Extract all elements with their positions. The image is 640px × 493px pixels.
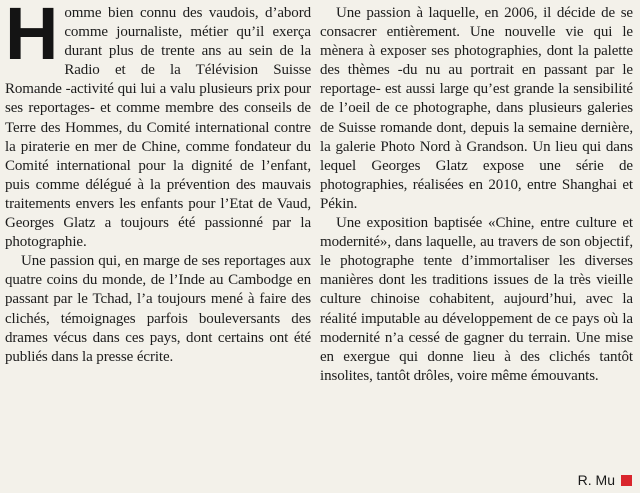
paragraph-1 (5, 0, 311, 252)
left-column (5, 0, 311, 367)
end-square-icon (621, 475, 632, 486)
author-name: R. Mu (577, 472, 615, 488)
right-column (320, 4, 633, 386)
author-signature (578, 472, 632, 488)
drop-cap: H (5, 0, 59, 75)
paragraph-1-text: omme bien connu des vaudois, d’abord comme journaliste, métier qu’il exerça durant plus de trente ans au sein de la Radio et de la Télévision Suisse Romande -activité qui lui a valu plusieurs prix pour ses reportages- et comme membre des conseils de Terre des Hommes, du Comité international contre la piraterie en mer de Chine, comme fondateur du Comité international pour la dignité de l’enfant, puis comme délégué à la prévention des mauvais traitements envers les enfants pour l’Etat de Vaud, Georges Glatz a toujours été passionné par la photographie. (5, 5, 311, 251)
paragraph-4: Une exposition baptisée «Chine, entre culture et modernité», dans laquelle, au travers de son objectif, le photographe tente d’immortaliser les diverses manières dont les traditions issues de la très vieille culture chinoise cohabitent, aujourd’hui, avec la réalité imputable au développement de ce pays où la modernité n’a cessé de gagner du terrain. Une mise en exergue qui donne lieu à des clichés tantôt insolites, tantôt drôles, voire même émouvants. (320, 215, 633, 384)
paragraph-2: Une passion qui, en marge de ses reportages aux quatre coins du monde, de l’Inde au Cambodge en passant par le Tchad, l’a toujours mené à faire des clichés, témoignages parfois bouleversants des drames vécus dans ces pays, dont certains ont été publiés dans la presse écrite. (5, 253, 311, 365)
paragraph-3: Une passion à laquelle, en 2006, il décide de se consacrer entièrement. Une nouvelle vie qui le mènera à exposer ses photographies, dont la palette des thèmes -du nu au portrait en passant par le reportage- est aussi large qu’est grande la sensibilité de l’oeil de ce photographe, dans plusieurs galeries de Suisse romande dont, depuis la semaine dernière, la galerie Photo Nord à Grandson. Un lieu qui dans lequel Georges Glatz expose une série de photographies, réalisées en 2010, entre Shanghai et Pékin. (320, 5, 633, 212)
